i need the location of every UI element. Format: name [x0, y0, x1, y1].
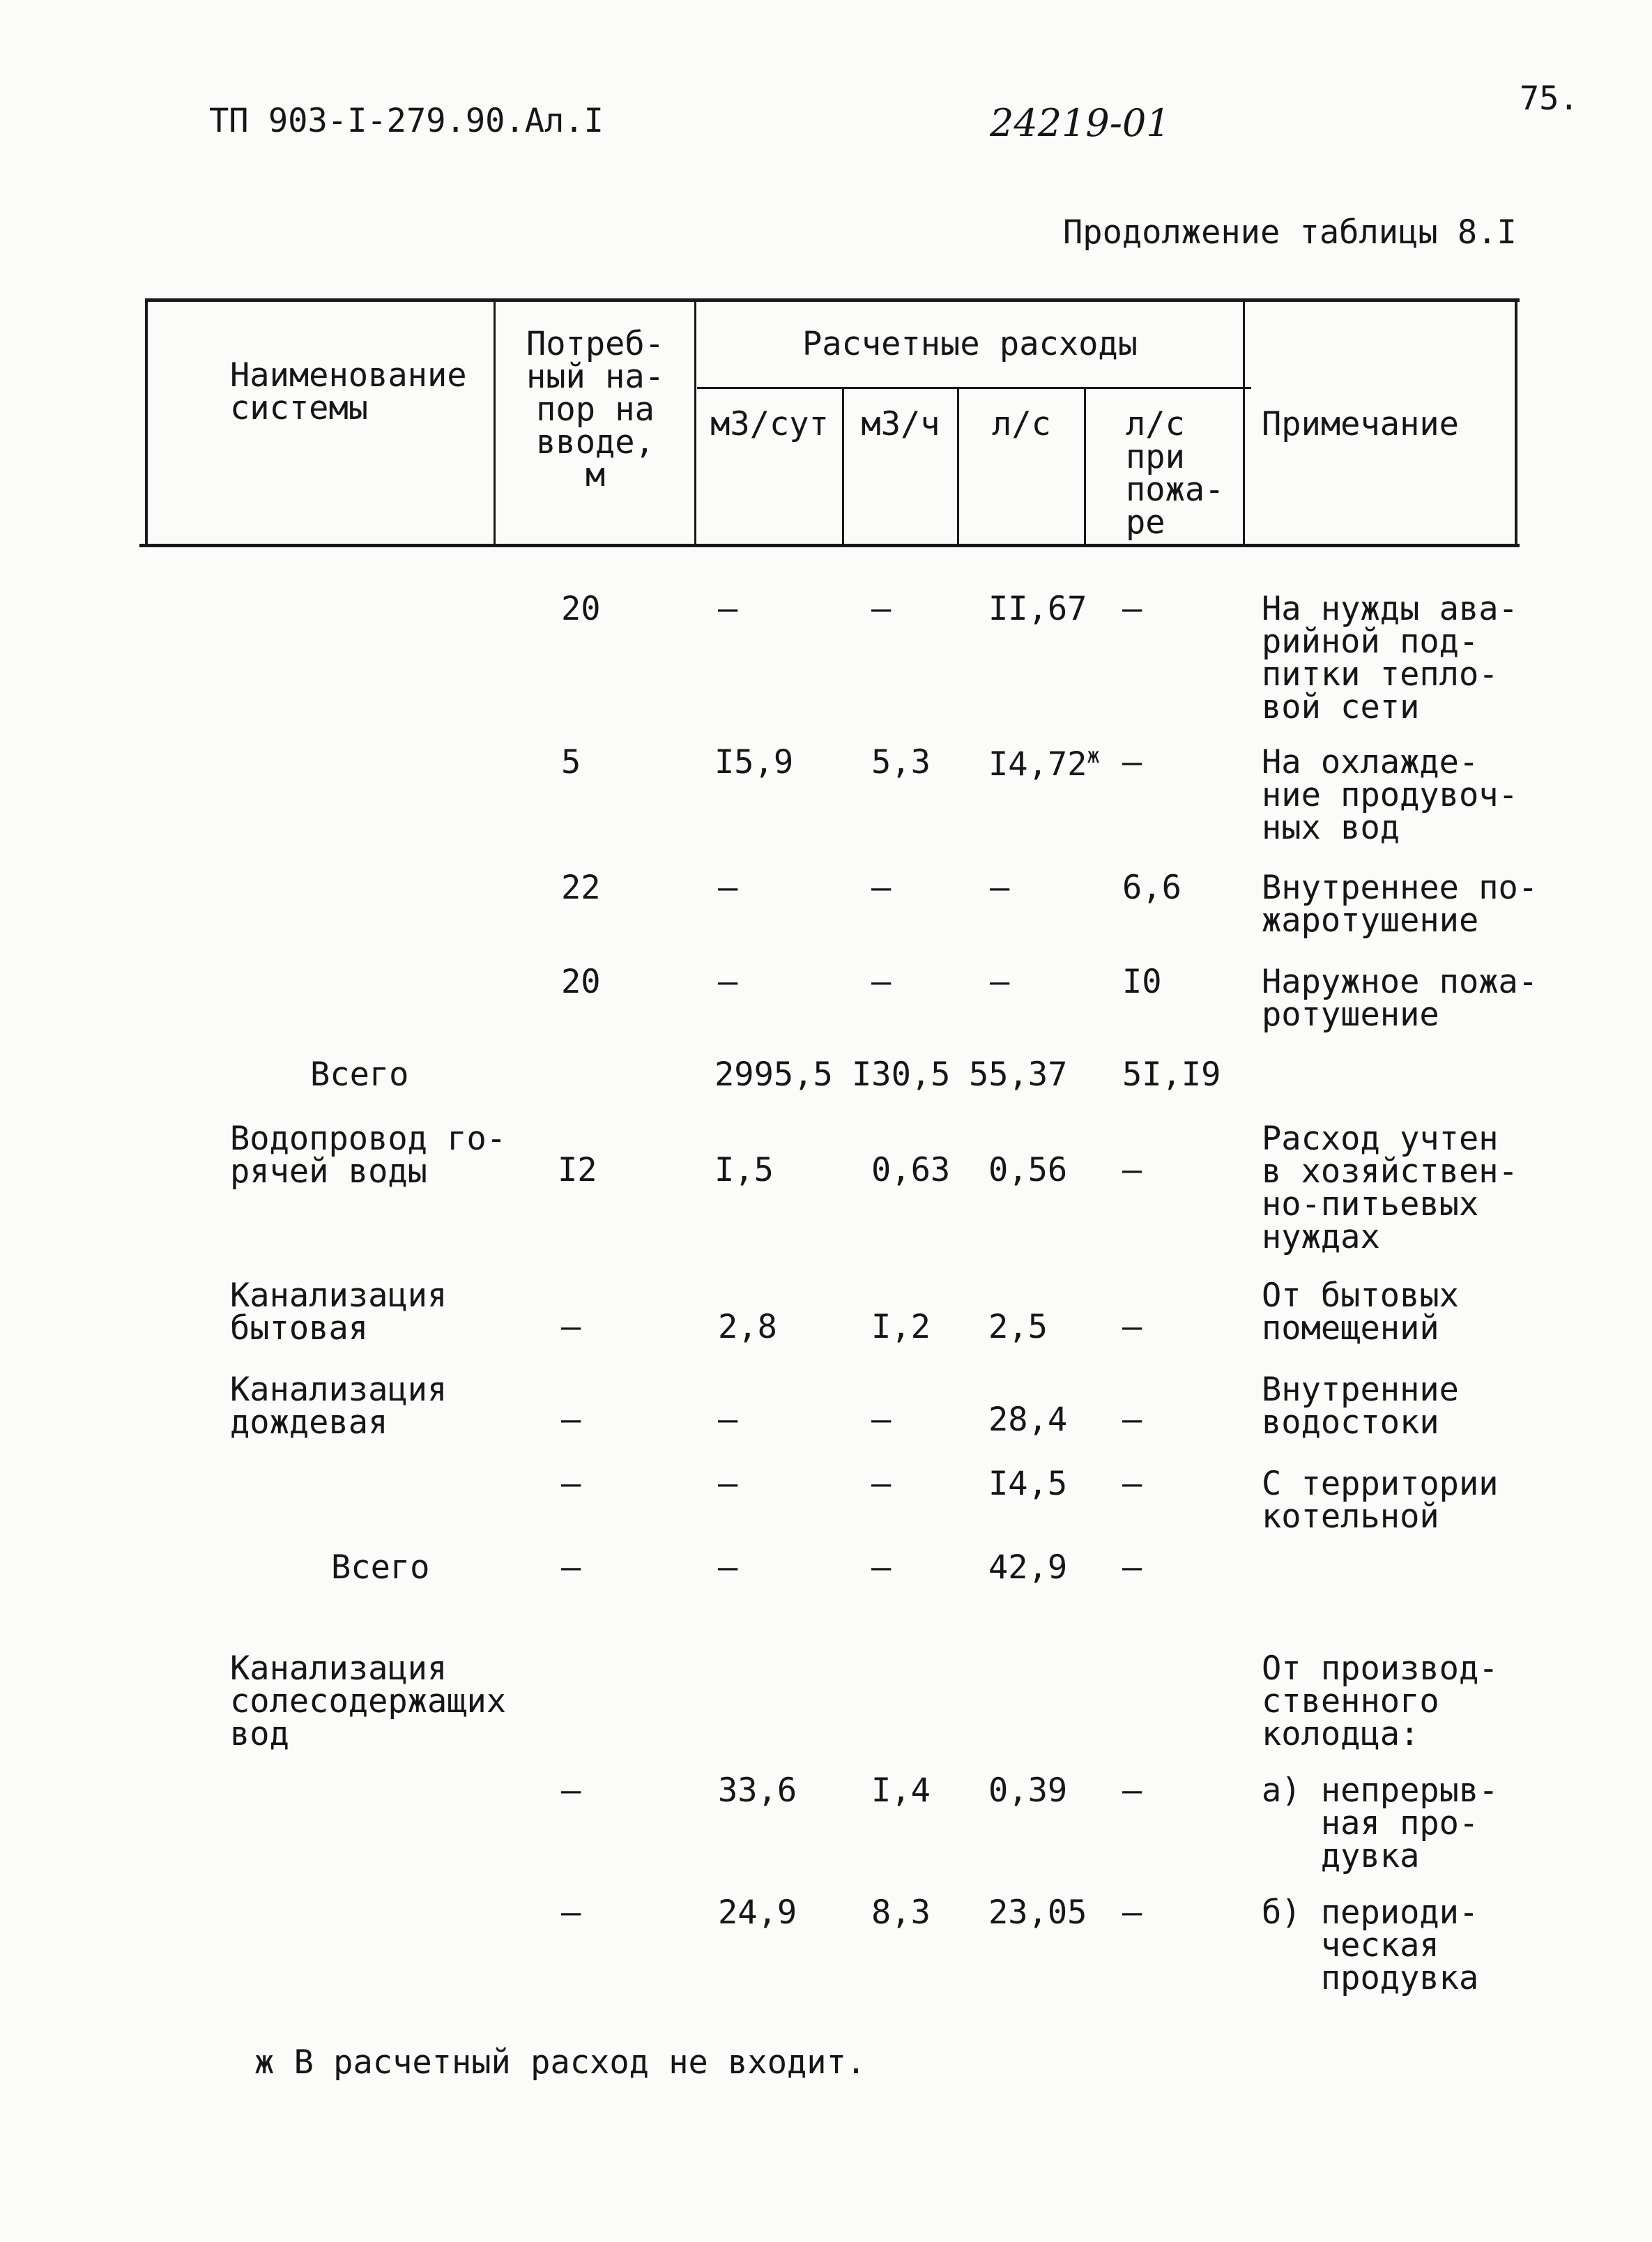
cell-l-s: II,67 [988, 590, 1087, 628]
cell-note: Внутренние водостоки [1262, 1371, 1459, 1442]
cell-name: Водопровод го- рячей воды [230, 1120, 507, 1191]
cell-name: Всего [331, 1548, 430, 1587]
header-divider-6 [1243, 298, 1245, 547]
cell-l-s-fire: – [1122, 1893, 1142, 1932]
cell-note: Расход учтен в хозяйствен- но-питьевых нуждах [1262, 1120, 1518, 1256]
cell-l-s-fire: – [1122, 1308, 1142, 1346]
cell-pressure: 20 [561, 963, 601, 1001]
cell-l-s: I4,5 [988, 1465, 1068, 1503]
cell-l-s: 28,4 [988, 1401, 1068, 1439]
cell-l-s-fire: – [1122, 1465, 1142, 1503]
cell-note: Наружное пожа- ротушение [1262, 963, 1538, 1034]
cell-pressure: – [561, 1401, 581, 1439]
cell-l-s: 0,39 [988, 1771, 1068, 1810]
cell-name: Канализация бытовая [230, 1276, 448, 1348]
cell-note: Внутреннее по- жаротушение [1262, 869, 1538, 940]
header-bottom-rule [139, 544, 1520, 547]
cell-l-s-value: I4,72 [988, 745, 1087, 784]
cell-m3-day: – [718, 1548, 738, 1587]
cell-m3-h: I30,5 [852, 1055, 951, 1094]
cell-m3-h: – [871, 963, 892, 1001]
cell-note: От бытовых помещений [1262, 1276, 1459, 1348]
header-divider-2 [694, 298, 696, 547]
cell-m3-h: – [871, 1401, 892, 1439]
cell-m3-h: I,4 [871, 1771, 931, 1810]
cell-l-s [988, 744, 1100, 784]
cell-m3-h: 8,3 [871, 1893, 931, 1932]
cell-m3-h: – [871, 590, 892, 628]
cell-m3-day: – [718, 590, 738, 628]
cell-note: б) периоди- ческая продувка [1262, 1893, 1479, 1997]
footnote: ж В расчетный расход не входит. [254, 2043, 866, 2082]
cell-l-s-fire: 6,6 [1122, 869, 1181, 907]
cell-note: На охлажде- ние продувоч- ных вод [1262, 743, 1518, 847]
cell-m3-day: – [718, 869, 738, 907]
cell-note: От производ- ственного колодца: [1262, 1649, 1499, 1753]
cell-name: Всего [310, 1055, 409, 1094]
cell-pressure: 20 [561, 590, 601, 628]
header-divider-1 [494, 298, 496, 547]
column-header-m3-h: м3/ч [861, 405, 940, 443]
cell-l-s: 0,56 [988, 1151, 1068, 1189]
cell-pressure: I2 [558, 1151, 597, 1189]
footnote-mark: ж [1087, 744, 1100, 768]
cell-m3-h: I,2 [871, 1308, 931, 1346]
cell-m3-day: 33,6 [718, 1771, 797, 1810]
column-header-pressure: Потреб- ный на- пор на вводе, м [526, 325, 665, 494]
cell-m3-day: – [718, 963, 738, 1001]
cell-l-s-fire: I0 [1122, 963, 1162, 1001]
column-header-name: Наименование системы [230, 356, 467, 427]
cell-l-s: – [990, 869, 1010, 907]
column-header-m3-day: м3/сут [710, 405, 829, 443]
page-number: 75. [1520, 79, 1579, 118]
cell-m3-h: – [871, 1548, 892, 1587]
cell-pressure: 22 [561, 869, 601, 907]
cell-pressure: – [561, 1465, 581, 1503]
cell-m3-h: – [871, 869, 892, 907]
cell-l-s-fire: – [1122, 743, 1142, 781]
cell-l-s: 23,05 [988, 1893, 1087, 1932]
header-right-border [1515, 298, 1517, 547]
table-caption: Продолжение таблицы 8.I [1063, 213, 1517, 252]
cell-l-s: – [990, 963, 1010, 1001]
cell-l-s: 55,37 [969, 1055, 1068, 1094]
cell-l-s-fire: – [1122, 590, 1142, 628]
cell-l-s-fire: 5I,I9 [1122, 1055, 1221, 1094]
cell-pressure: 5 [561, 743, 581, 781]
cell-name: Канализация дождевая [230, 1371, 448, 1442]
cell-pressure: – [561, 1308, 581, 1346]
cell-m3-day: – [718, 1465, 738, 1503]
column-header-l-s-fire: л/с при пожа- ре [1126, 405, 1225, 542]
header-divider-5 [1084, 388, 1086, 547]
cell-m3-day: 2995,5 [714, 1055, 833, 1094]
cell-note: На нужды ава- рийной под- питки тепло- вой сети [1262, 590, 1518, 726]
cell-pressure: – [561, 1893, 581, 1932]
header-sub-rule [697, 387, 1251, 389]
cell-m3-day: – [718, 1401, 738, 1439]
cell-pressure: – [561, 1548, 581, 1587]
cell-m3-day: 2,8 [718, 1308, 777, 1346]
document-code: ТП 903-I-279.90.Ал.I [209, 102, 604, 140]
cell-name: Канализация солесодержащих вод [230, 1649, 507, 1753]
column-group-header: Расчетные расходы [802, 325, 1138, 363]
cell-m3-day: 24,9 [718, 1893, 797, 1932]
cell-l-s: 2,5 [988, 1308, 1048, 1346]
cell-pressure: – [561, 1771, 581, 1810]
cell-l-s-fire: – [1122, 1771, 1142, 1810]
cell-l-s-fire: – [1122, 1151, 1142, 1189]
cell-m3-h: 5,3 [871, 743, 931, 781]
cell-note: а) непрерыв- ная про- дувка [1262, 1771, 1499, 1875]
cell-l-s-fire: – [1122, 1401, 1142, 1439]
header-left-border [145, 298, 148, 547]
column-header-l-s: л/с [992, 405, 1051, 443]
column-header-note: Примечание [1262, 405, 1459, 443]
header-top-rule [146, 298, 1520, 302]
cell-note: С территории котельной [1262, 1465, 1499, 1536]
cell-m3-day: I,5 [714, 1151, 774, 1189]
cell-m3-h: 0,63 [871, 1151, 951, 1189]
cell-l-s: 42,9 [988, 1548, 1068, 1587]
cell-m3-day: I5,9 [714, 743, 794, 781]
cell-l-s-fire: – [1122, 1548, 1142, 1587]
handwritten-number: 24219-01 [990, 101, 1170, 145]
cell-m3-h: – [871, 1465, 892, 1503]
